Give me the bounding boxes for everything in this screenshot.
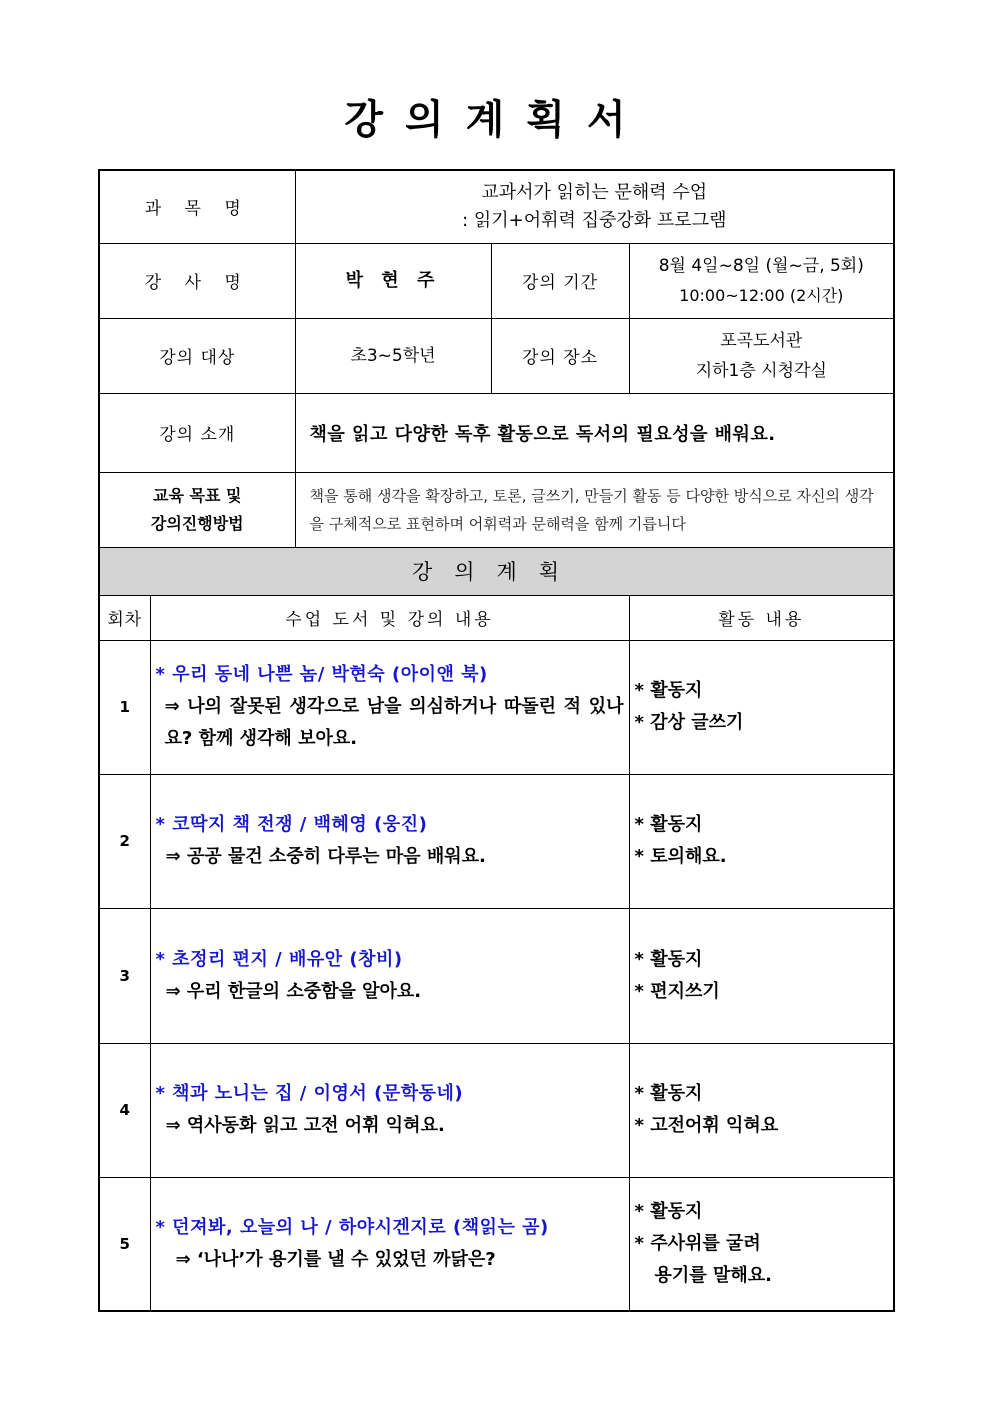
session-book: * 우리 동네 나쁜 놈/ 박현숙 (아이앤 북) [155, 664, 488, 685]
period-label: 강의 기간 [491, 243, 629, 318]
col-header-content: 수업 도서 및 강의 내용 [150, 595, 629, 640]
activity-item: * 활동지 [634, 1200, 703, 1222]
session-number: 5 [99, 1177, 150, 1311]
activity-item: * 활동지 [634, 948, 703, 970]
activity-item: * 활동지 [634, 1083, 703, 1104]
activity-item: * 편지쓰기 [634, 980, 720, 1002]
session-activities [629, 640, 894, 774]
place-building: 포곡도서관 [720, 330, 803, 351]
session-content [150, 640, 629, 774]
goal-label [99, 472, 295, 547]
activity-item: * 고전어휘 익혀요 [634, 1115, 779, 1136]
period-value [629, 243, 894, 318]
period-time: 10:00~12:00 (2시간) [679, 285, 844, 305]
col-header-session: 회차 [99, 595, 150, 640]
session-book: * 던져봐, 오늘의 나 / 하야시겐지로 (책읽는 곰) [155, 1216, 549, 1238]
session-description: ⇒ 나의 잘못된 생각으로 남을 의심하거나 따돌린 적 있나요? 함께 생각해 보아요. [164, 696, 624, 749]
subject-label: 과 목 명 [99, 170, 295, 243]
activity-item: * 주사위를 굴려 [634, 1232, 761, 1254]
activity-item: 용기를 말해요. [654, 1264, 772, 1286]
session-activities [629, 774, 894, 908]
session-content [150, 774, 629, 908]
instructor-label: 강 사 명 [99, 243, 295, 318]
target-label: 강의 대상 [99, 318, 295, 393]
session-number: 3 [99, 908, 150, 1043]
goal-label-line-2: 강의진행방법 [150, 513, 244, 533]
session-row [99, 774, 894, 908]
session-content [150, 1177, 629, 1311]
place-room: 지하1층 시청각실 [695, 360, 827, 381]
document-title: 강의계획서 [344, 97, 648, 143]
place-label: 강의 장소 [491, 318, 629, 393]
session-number: 2 [99, 774, 150, 908]
place-value [629, 318, 894, 393]
goal-value: 책을 통해 생각을 확장하고, 토론, 글쓰기, 만들기 활동 등 다양한 방식으로 자신의 생각을 구체적으로 표현하며 어휘력과 문해력을 함께 기릅니다 [295, 472, 894, 547]
session-row [99, 908, 894, 1043]
session-description: ⇒ ‘나나’가 용기를 낼 수 있었던 까닭은? [175, 1248, 496, 1270]
subject-line-2: : 읽기+어휘력 집중강화 프로그램 [462, 209, 727, 231]
session-description: ⇒ 역사동화 읽고 고전 어휘 익혀요. [165, 1115, 445, 1136]
session-content [150, 1043, 629, 1177]
activity-item: * 감상 글쓰기 [634, 712, 744, 733]
session-book: * 초정리 편지 / 배유안 (창비) [155, 948, 403, 970]
target-value: 초3~5학년 [295, 318, 491, 393]
goal-label-line-1: 교육 목표 및 [153, 485, 242, 505]
subject-line-1: 교과서가 읽히는 문해력 수업 [481, 181, 708, 203]
lecture-plan-table [98, 169, 895, 1312]
intro-value: 책을 읽고 다양한 독후 활동으로 독서의 필요성을 배워요. [295, 393, 894, 472]
session-activities [629, 1177, 894, 1311]
session-row [99, 1177, 894, 1311]
session-activities [629, 1043, 894, 1177]
session-book: * 코딱지 책 전쟁 / 백혜영 (웅진) [155, 814, 428, 835]
session-content [150, 908, 629, 1043]
plan-heading: 강의계획 [99, 547, 894, 595]
period-dates: 8월 4일~8일 (월~금, 5회) [658, 255, 864, 276]
session-number: 4 [99, 1043, 150, 1177]
activity-item: * 활동지 [634, 680, 703, 701]
session-book: * 책과 노니는 집 / 이영서 (문학동네) [155, 1083, 464, 1104]
session-activities [629, 908, 894, 1043]
subject-value [295, 170, 894, 243]
session-row [99, 1043, 894, 1177]
session-number: 1 [99, 640, 150, 774]
session-description: ⇒ 우리 한글의 소중함을 알아요. [165, 980, 422, 1002]
session-description: ⇒ 공공 물건 소중히 다루는 마음 배워요. [165, 846, 486, 867]
instructor-name: 박 현 주 [295, 243, 491, 318]
session-row [99, 640, 894, 774]
col-header-activity: 활동 내용 [629, 595, 894, 640]
intro-label: 강의 소개 [99, 393, 295, 472]
activity-item: * 활동지 [634, 814, 703, 835]
activity-item: * 토의해요. [634, 846, 727, 867]
